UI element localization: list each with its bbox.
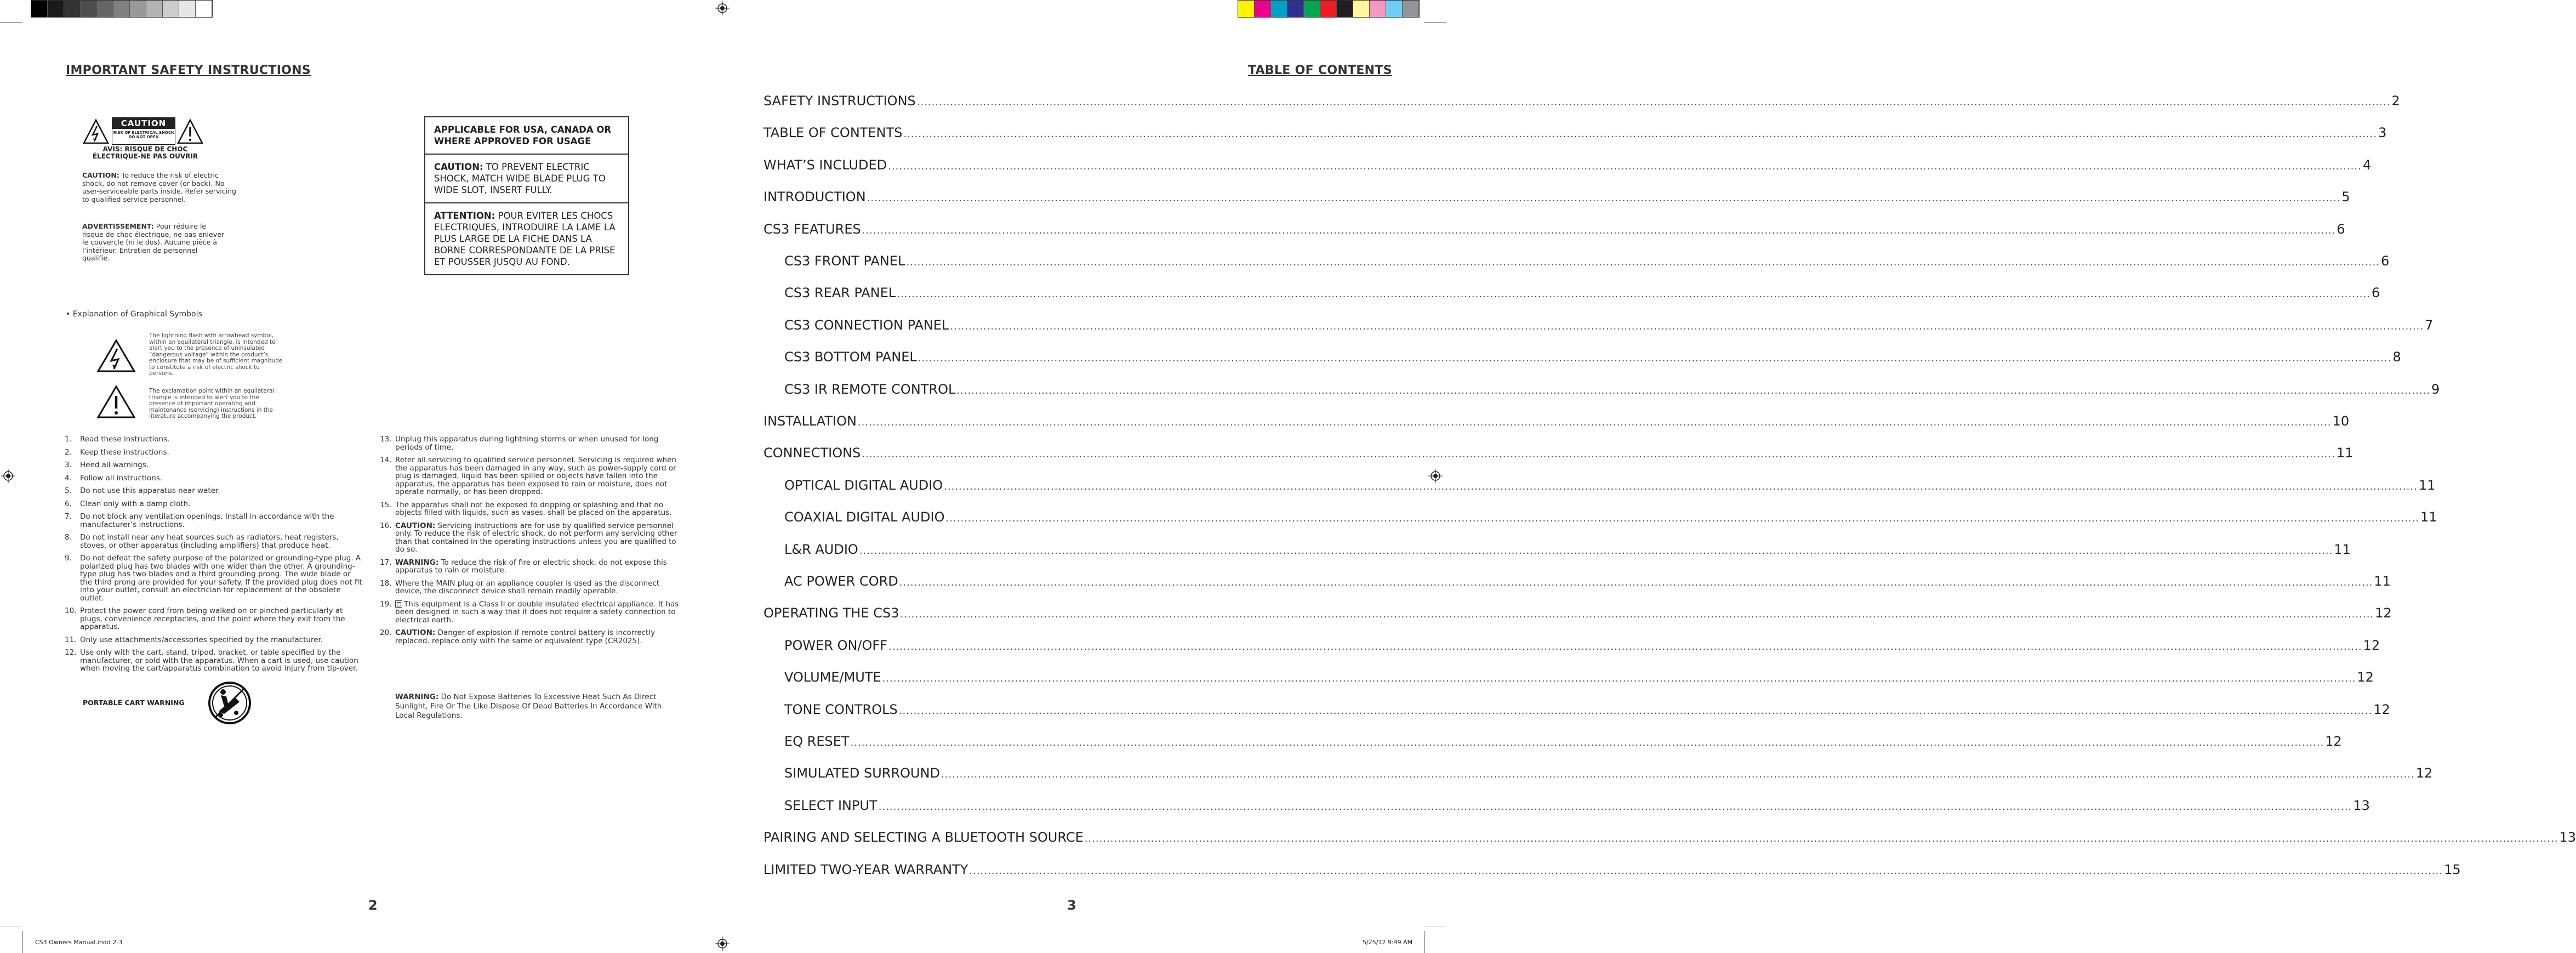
gray-swatch — [179, 1, 196, 17]
plug-caution-box — [424, 116, 629, 275]
toc-entry-title: INTRODUCTION — [763, 189, 866, 205]
instructions-list-left — [65, 435, 363, 678]
instruction-item — [65, 534, 363, 549]
battery-warning — [395, 693, 680, 721]
caution-plate-line2: DO NOT OPEN — [128, 135, 159, 139]
toc-entry[interactable] — [763, 91, 2400, 109]
toc-entry[interactable] — [763, 507, 2437, 525]
double-insulated-icon — [395, 600, 402, 608]
toc-entry[interactable] — [763, 251, 2390, 269]
toc-entry[interactable] — [763, 827, 2576, 846]
instruction-number: 18. — [380, 578, 392, 588]
toc-leader-dots: ................................................................................................................................................................................................................................................................................................................................................................................................................ — [850, 737, 2324, 748]
instruction-text: Clean only with a damp cloth. — [80, 499, 191, 508]
toc-leader-dots: ................................................................................................................................................................................................................................................................................................................................................................................................................ — [945, 513, 2420, 525]
instruction-label: CAUTION: — [395, 628, 436, 637]
toc-entry[interactable] — [763, 315, 2433, 333]
gray-swatch — [130, 1, 146, 17]
toc-entry-page: 12 — [2415, 765, 2433, 781]
instruction-item — [65, 513, 363, 529]
toc-entry[interactable] — [763, 283, 2380, 301]
toc-heading: TABLE OF CONTENTS — [1248, 64, 1392, 77]
instruction-text: Unplug this apparatus during lightning storms or when unused for long periods of time. — [395, 435, 659, 452]
instruction-number: 14. — [380, 456, 392, 464]
box-caution-text: TO PREVENT ELECTRIC SHOCK, MATCH WIDE BLADE PLUG TO WIDE SLOT, INSERT FULLY. — [434, 162, 606, 195]
toc-leader-dots: ................................................................................................................................................................................................................................................................................................................................................................................................................ — [1084, 833, 2558, 845]
toc-leader-dots: ................................................................................................................................................................................................................................................................................................................................................................................................................ — [862, 449, 2335, 461]
caution-label — [82, 116, 205, 160]
toc-entry-page: 12 — [2373, 701, 2390, 717]
toc-entry[interactable] — [763, 347, 2401, 365]
toc-entry-page: 12 — [2325, 734, 2342, 749]
instruction-item — [380, 435, 680, 451]
instruction-item — [65, 461, 363, 469]
exclamation-symbol-icon — [96, 385, 136, 419]
instruction-number: 8. — [65, 533, 72, 542]
footer-timestamp: 5/25/12 9:49 AM — [1363, 939, 1413, 946]
instruction-number: 7. — [65, 512, 72, 521]
toc-entry-page: 3 — [2378, 125, 2387, 141]
instruction-text: Do not use this apparatus near water. — [80, 486, 220, 495]
caution-plate-title: CAUTION — [112, 118, 175, 129]
battery-warning-label: WARNING: — [395, 693, 439, 701]
instruction-text: The apparatus shall not be exposed to dripping or splashing and that no objects filled with liquids, such as vases, shall be placed on the apparatus. — [395, 500, 672, 517]
advertissement-body: Pour réduire le risque de choc électrique, ne pas enlever le couvercle (ni le dos). Aucune pièce à l’intérieur. Entretien de personnel qualifie. — [82, 222, 224, 262]
toc-entry-page: 6 — [2381, 253, 2390, 269]
toc-leader-dots: ................................................................................................................................................................................................................................................................................................................................................................................................................ — [888, 160, 2362, 172]
toc-entry-title: CS3 IR REMOTE CONTROL — [763, 382, 956, 397]
instruction-text: Do not defeat the safety purpose of the polarized or grounding-type plug. A polarized plug has two blades with one wider than the other. A grounding-type plug has two blades and a third grounding prong. The wide blade or the third prong are provided for your safety. If the provided plug does not fit into your outlet, consult an electrician for replacement of the obsolete outlet. — [80, 554, 362, 603]
advertissement-label: ADVERTISSEMENT: — [82, 222, 154, 230]
instruction-number: 9. — [65, 554, 72, 563]
instruction-item — [380, 456, 680, 496]
toc-leader-dots: ................................................................................................................................................................................................................................................................................................................................................................................................................ — [899, 577, 2373, 588]
toc-entry[interactable] — [763, 700, 2390, 717]
instruction-item — [380, 559, 680, 575]
toc-entry[interactable] — [763, 475, 2436, 493]
safety-heading: IMPORTANT SAFETY INSTRUCTIONS — [66, 64, 311, 77]
instruction-text: To reduce the risk of fire or electric shock, do not expose this apparatus to rain or moisture. — [395, 558, 667, 575]
toc-entry-page: 13 — [2559, 830, 2576, 846]
toc-entry[interactable] — [763, 860, 2461, 877]
left-page-number: 2 — [368, 898, 378, 913]
instructions-list-right — [380, 435, 680, 650]
toc-entry[interactable] — [763, 636, 2380, 653]
toc-entry-page: 10 — [2332, 413, 2350, 429]
gray-swatch — [64, 1, 81, 17]
toc-entry-title: CS3 FRONT PANEL — [763, 253, 906, 269]
avis-line1: AVIS: RISQUE DE CHOC — [102, 145, 188, 153]
advertissement-paragraph — [82, 223, 226, 263]
caution-label-text: CAUTION: — [82, 171, 119, 179]
instruction-number: 20. — [380, 628, 392, 637]
toc-leader-dots: ................................................................................................................................................................................................................................................................................................................................................................................................................ — [897, 288, 2370, 300]
toc-entry-page: 6 — [2371, 285, 2380, 301]
instruction-text: Read these instructions. — [80, 435, 170, 444]
instruction-text: This equipment is a Class II or double insulated electrical appliance. It has been designed in such a way that it does not require a safety connection to electrical earth. — [395, 599, 679, 625]
toc-entry-title: L&R AUDIO — [763, 542, 859, 557]
toc-entry[interactable] — [763, 667, 2374, 685]
toc-entry[interactable] — [763, 411, 2350, 429]
gray-swatch — [97, 1, 113, 17]
toc-entry-title: TONE CONTROLS — [763, 702, 899, 717]
gray-swatch — [81, 1, 97, 17]
toc-entry-title: WHAT’S INCLUDED — [763, 157, 887, 173]
toc-entry-title: CS3 BOTTOM PANEL — [763, 349, 918, 365]
toc-entry-page: 2 — [2391, 93, 2400, 109]
instruction-text: Refer all servicing to qualified service personnel. Servicing is required when the apparatus has been damaged in any way, such as power-supply cord or plug is damaged, liquid has been spilled or objects have fallen into the apparatus, the apparatus has been exposed to rain or moisture, does not operate normally, or has been dropped. — [395, 456, 676, 496]
box-attention-label: ATTENTION: — [434, 211, 495, 221]
toc-entry[interactable] — [763, 219, 2345, 237]
instruction-number: 10. — [65, 606, 77, 615]
portable-cart-icon — [208, 681, 252, 725]
toc-entry-page: 12 — [2363, 637, 2380, 653]
toc-entry-title: AC POWER CORD — [763, 574, 899, 589]
instruction-text: Do not block any ventilation openings. Install in accordance with the manufacturer’s instructions. — [80, 512, 334, 529]
lightning-symbol-icon — [96, 339, 136, 373]
box-title — [425, 117, 628, 154]
instruction-item — [65, 435, 363, 444]
toc-entry-page: 12 — [2357, 670, 2374, 685]
toc-leader-dots: ................................................................................................................................................................................................................................................................................................................................................................................................................ — [878, 801, 2352, 813]
gray-swatch — [146, 1, 163, 17]
battery-warning-text: Do Not Expose Batteries To Excessive Heat Such As Direct Sunlight, Fire Or The Like.Dispose Of Dead Batteries In Accordance With Local Regulations. — [395, 693, 662, 720]
instruction-number: 19. — [380, 599, 392, 609]
instruction-number: 17. — [380, 558, 392, 567]
gray-swatch — [31, 1, 48, 17]
toc-entry-page: 11 — [2334, 541, 2351, 557]
toc-leader-dots: ................................................................................................................................................................................................................................................................................................................................................................................................................ — [882, 673, 2356, 685]
toc-entry[interactable] — [763, 571, 2391, 589]
toc-entry-page: 9 — [2431, 381, 2440, 397]
toc-leader-dots: ................................................................................................................................................................................................................................................................................................................................................................................................................ — [867, 192, 2341, 205]
toc-leader-dots: ................................................................................................................................................................................................................................................................................................................................................................................................................ — [862, 224, 2336, 236]
toc-leader-dots: ................................................................................................................................................................................................................................................................................................................................................................................................................ — [888, 640, 2362, 653]
toc-leader-dots: ................................................................................................................................................................................................................................................................................................................................................................................................................ — [950, 320, 2424, 332]
toc-entry-title: OPTICAL DIGITAL AUDIO — [763, 478, 944, 493]
toc-entry-page: 8 — [2392, 349, 2401, 365]
caution-body: To reduce the risk of electric shock, do not remove cover (or back). No user-serviceable parts inside. Refer servicing to qualified service personnel. — [82, 171, 236, 203]
box-caution — [425, 154, 628, 202]
box-attention — [425, 202, 628, 274]
toc-entry[interactable] — [763, 187, 2350, 205]
toc-leader-dots: ................................................................................................................................................................................................................................................................................................................................................................................................................ — [859, 544, 2333, 557]
instruction-text: Heed all warnings. — [80, 461, 149, 469]
lightning-symbol-text: The lightning flash with arrowhead symbol, within an equilateral triangle, is intended to alert you to the presence of uninsulated “dangerous voltage” within the product’s enclosure that may be of sufficient magnitude to constitute a risk of electric shock to persons. — [149, 332, 283, 377]
instruction-text: Servicing instructions are for use by qualified service personnel only. To reduce the risk of electric shock, do not perform any servicing other than that contained in the operating instructions unless you are qualified to do so. — [395, 521, 677, 554]
toc-leader-dots: ................................................................................................................................................................................................................................................................................................................................................................................................................ — [903, 128, 2378, 140]
toc-entry[interactable] — [763, 796, 2370, 813]
toc-entry-title: VOLUME/MUTE — [763, 670, 882, 685]
instruction-item — [380, 501, 680, 517]
toc-entry[interactable] — [763, 123, 2387, 141]
color-swatch — [1403, 1, 1419, 17]
avis-line2: ÉLECTRIQUE-NE PAS OUVRIR — [92, 152, 198, 160]
caution-plate-line1: RISK OF ELECTRICAL SHOCK — [113, 131, 174, 135]
toc-leader-dots: ................................................................................................................................................................................................................................................................................................................................................................................................................ — [944, 480, 2418, 492]
instruction-item — [65, 649, 363, 673]
exclamation-symbol-text: The exclamation point within an equilateral triangle is intended to alert you to the presence of important operating and maintenance (servicing) instructions in the literature accompanying the product. — [149, 388, 275, 419]
instruction-label: CAUTION: — [395, 521, 436, 530]
toc-entry-title: LIMITED TWO-YEAR WARRANTY — [763, 861, 968, 877]
footer-file: CS3 Owners Manual.indd 2-3 — [35, 939, 123, 946]
toc-entry-page: 4 — [2362, 157, 2372, 173]
gray-swatch — [113, 1, 130, 17]
toc-entry-page: 6 — [2336, 221, 2345, 237]
gray-swatch — [48, 1, 64, 17]
caution-paragraph — [82, 172, 239, 203]
box-attention-text: POUR EVITER LES CHOCS ELECTRIQUES, INTRODUIRE LA LAME LA PLUS LARGE DE LA FICHE DANS LA BORNE CORRESPONDANTE DE LA PRISE ET POUSSER JUSQU AU FOND. — [434, 211, 615, 267]
instruction-number: 4. — [65, 473, 72, 483]
toc-entry-page: 11 — [2374, 574, 2391, 589]
lightning-warning-icon — [82, 118, 110, 145]
instruction-text: Follow all instructions. — [80, 473, 163, 483]
toc-entry-title: CONNECTIONS — [763, 445, 861, 461]
toc-entry-title: EQ RESET — [763, 734, 851, 749]
instruction-text: Keep these instructions. — [80, 447, 169, 457]
toc-entry[interactable] — [763, 443, 2353, 461]
instruction-item — [65, 500, 363, 508]
toc-entry[interactable] — [763, 540, 2351, 557]
toc-entry-title: SAFETY INSTRUCTIONS — [763, 93, 916, 109]
instruction-number: 13. — [380, 435, 392, 444]
color-swatch — [1386, 1, 1403, 17]
toc-entry-title: SIMULATED SURROUND — [763, 765, 941, 781]
gray-swatch — [196, 1, 212, 17]
double-insulated-icon-inner — [397, 602, 401, 606]
instruction-item — [65, 474, 363, 483]
instruction-item — [380, 580, 680, 595]
toc-entry-title: SELECT INPUT — [763, 798, 879, 813]
instruction-item — [380, 629, 680, 645]
registration-mark-icon — [715, 937, 730, 951]
instruction-number: 16. — [380, 521, 392, 530]
instruction-number: 12. — [65, 648, 77, 657]
toc-leader-dots: ................................................................................................................................................................................................................................................................................................................................................................................................................ — [900, 609, 2374, 621]
toc-leader-dots: ................................................................................................................................................................................................................................................................................................................................................................................................................ — [956, 384, 2431, 396]
instruction-number: 15. — [380, 500, 392, 509]
instruction-item — [65, 554, 363, 602]
toc-entry[interactable] — [763, 379, 2440, 397]
instruction-number: 6. — [65, 499, 72, 508]
toc-entry-page: 5 — [2341, 189, 2350, 205]
instruction-text: Danger of explosion if remote control battery is incorrectly replaced. replace only with the same or equivalent type (CR2025). — [395, 628, 656, 645]
instruction-text: Only use attachments/accessories specified by the manufacturer. — [80, 635, 323, 644]
instruction-number: 2. — [65, 447, 72, 457]
instruction-text: Where the MAIN plug or an appliance coupler is used as the disconnect device, the disconnect device shall remain readily operable. — [395, 578, 660, 595]
instruction-label: WARNING: — [395, 558, 439, 567]
instruction-item — [380, 600, 680, 625]
toc-entry-title: PAIRING AND SELECTING A BLUETOOTH SOURCE — [763, 830, 1084, 846]
instruction-item — [65, 607, 363, 631]
instruction-item — [380, 522, 680, 554]
exclamation-warning-icon — [176, 118, 204, 145]
toc-leader-dots: ................................................................................................................................................................................................................................................................................................................................................................................................................ — [857, 417, 2332, 428]
toc-leader-dots: ................................................................................................................................................................................................................................................................................................................................................................................................................ — [898, 705, 2373, 717]
gray-swatch — [163, 1, 179, 17]
instruction-number: 5. — [65, 486, 72, 495]
toc-leader-dots: ................................................................................................................................................................................................................................................................................................................................................................................................................ — [916, 97, 2391, 108]
instruction-item — [65, 449, 363, 457]
box-caution-label: CAUTION: — [434, 162, 483, 172]
instruction-text: Protect the power cord from being walked on or pinched particularly at plugs, convenience receptacles, and the point where they exit from the apparatus. — [80, 606, 345, 631]
toc-entry-title: COAXIAL DIGITAL AUDIO — [763, 509, 945, 525]
instruction-item — [65, 487, 363, 495]
toc-entry-title: CS3 CONNECTION PANEL — [763, 317, 950, 333]
registration-mark-icon — [1, 469, 15, 483]
instruction-number: 3. — [65, 461, 72, 469]
toc-entry[interactable] — [763, 763, 2433, 781]
toc-entry[interactable] — [763, 155, 2372, 173]
toc-entry-page: 13 — [2353, 797, 2370, 813]
toc-entry-title: CS3 FEATURES — [763, 221, 861, 237]
right-page-number: 3 — [1067, 898, 1076, 913]
instruction-number: 1. — [65, 435, 72, 444]
color-swatch — [1370, 1, 1386, 17]
toc-leader-dots: ................................................................................................................................................................................................................................................................................................................................................................................................................ — [941, 769, 2415, 781]
toc-leader-dots: ................................................................................................................................................................................................................................................................................................................................................................................................................ — [906, 257, 2380, 268]
toc-entry-page: 7 — [2425, 317, 2433, 333]
instruction-text: Use only with the cart, stand, tripod, bracket, or table specified by the manufacturer, or sold with the apparatus. When a cart is used, use caution when moving the cart/apparatus combination to avoid injury from tip-over. — [80, 648, 358, 673]
caution-plate — [112, 117, 175, 145]
toc-entry-title: POWER ON/OFF — [763, 638, 888, 653]
toc-leader-dots: ................................................................................................................................................................................................................................................................................................................................................................................................................ — [969, 865, 2443, 877]
instruction-number: 11. — [65, 635, 77, 644]
toc-entry[interactable] — [763, 603, 2392, 621]
toc-entry-page: 15 — [2444, 861, 2461, 877]
toc-entry-title: INSTALLATION — [763, 413, 857, 429]
toc-entry-page: 11 — [2418, 477, 2436, 493]
toc-entry-page: 11 — [2336, 445, 2353, 461]
toc-leader-dots: ................................................................................................................................................................................................................................................................................................................................................................................................................ — [917, 353, 2392, 365]
instruction-text: Do not install near any heat sources such as radiators, heat registers, stoves, or other apparatus (including amplifiers) that produce heat. — [80, 533, 339, 550]
symbols-heading: • Explanation of Graphical Symbols — [66, 310, 202, 319]
toc-entry-title: OPERATING THE CS3 — [763, 605, 899, 621]
instruction-item — [65, 636, 363, 644]
toc-entry-page: 11 — [2420, 509, 2437, 525]
toc-entry-title: CS3 REAR PANEL — [763, 285, 897, 300]
box-title-text: APPLICABLE FOR USA, CANADA OR WHERE APPROVED FOR USAGE — [434, 124, 612, 146]
registration-mark-icon — [715, 1, 730, 15]
gray-color-bar — [31, 0, 213, 18]
toc-entry[interactable] — [763, 731, 2342, 749]
toc-entry-page: 12 — [2375, 605, 2392, 621]
toc-entry-title: TABLE OF CONTENTS — [763, 125, 903, 141]
portable-cart-warning: PORTABLE CART WARNING — [83, 699, 185, 707]
